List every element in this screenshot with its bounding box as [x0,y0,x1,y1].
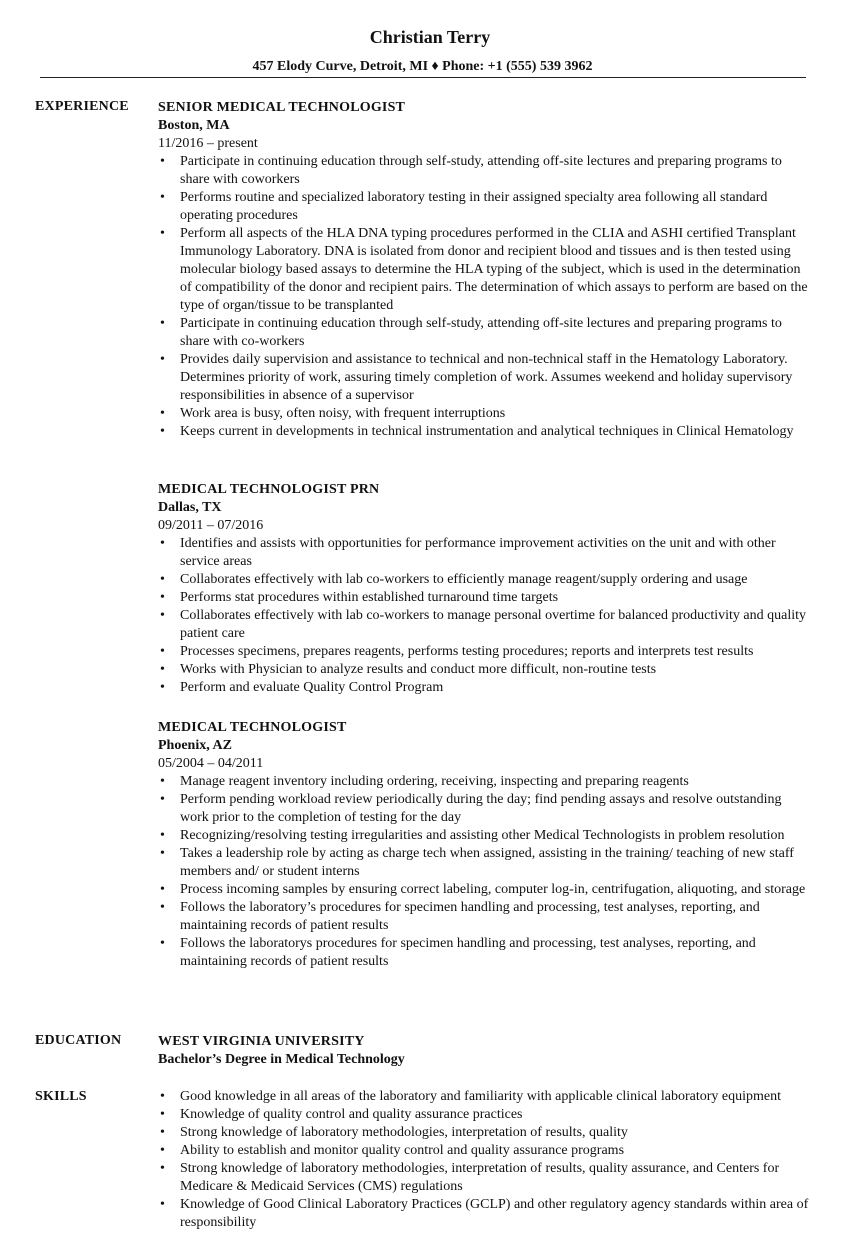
list-item: • Ability to establish and monitor quality control and quality assurance programs [158,1142,810,1160]
education-heading: EDUCATION [35,1033,122,1048]
education-entry [158,1033,810,1069]
list-item: • Keeps current in developments in technical instrumentation and analytical techniques in Clinical Hematology [158,423,810,441]
list-item: • Strong knowledge of laboratory methodologies, interpretation of results, quality assurance, and Centers for Medicare & Medicaid Services (CMS) regulations [158,1160,810,1196]
job-entry [158,719,810,971]
list-item: • Manage reagent inventory including ordering, receiving, inspecting and preparing reagents [158,773,810,791]
list-item: • Follows the laboratory’s procedures for specimen handling and processing, test analyses, reporting, and maintaining records of patient results [158,899,810,935]
list-item: • Perform and evaluate Quality Control Program [158,679,810,697]
job-dates: 05/2004 – 04/2011 [158,756,264,771]
job-location: Boston, MA [158,118,230,133]
list-item: • Perform all aspects of the HLA DNA typing procedures performed in the CLIA and ASHI certified Transplant Immunology Laboratory. DNA is isolated from donor and recipient blood and tissues and is then tested using molecular biology based assays to determine the HLA typing of the subject, which is used in the determination of compatibility of the donor and recipient pairs. The determination of which assays to perform are based on the type of organ/tissue to be transplanted [158,225,810,315]
header-divider [40,77,806,78]
job-bullets [158,153,810,441]
skills-heading: SKILLS [35,1089,87,1104]
job-bullets [158,535,810,697]
list-item: • Collaborates effectively with lab co-workers to efficiently manage reagent/supply ordering and usage [158,571,810,589]
list-item: • Provides daily supervision and assistance to technical and non-technical staff in the Hematology Laboratory. Determines priority of work, assuring timely completion of work. Assumes weekend and holiday supervisory responsibilities in absence of a supervisor [158,351,810,405]
list-item: • Participate in continuing education through self-study, attending off-site lectures and preparing programs to share with coworkers [158,153,810,189]
list-item: • Knowledge of Good Clinical Laboratory Practices (GCLP) and other regulatory agency standards within area of responsibility [158,1196,810,1232]
skills-list [158,1088,810,1232]
list-item: • Knowledge of quality control and quality assurance practices [158,1106,810,1124]
list-item: • Processes specimens, prepares reagents, performs testing procedures; reports and interprets test results [158,643,810,661]
job-entry [158,481,810,697]
list-item: • Follows the laboratorys procedures for specimen handling and processing, test analyses, reporting, and maintaining records of patient results [158,935,810,971]
list-item: • Works with Physician to analyze results and conduct more difficult, non-routine tests [158,661,810,679]
list-item: • Performs routine and specialized laboratory testing in their assigned specialty area following all standard operating procedures [158,189,810,225]
list-item: • Recognizing/resolving testing irregularities and assisting other Medical Technologists in problem resolution [158,827,810,845]
job-location: Dallas, TX [158,500,222,515]
list-item: • Process incoming samples by ensuring correct labeling, computer log-in, centrifugation, aliquoting, and storage [158,881,810,899]
list-item: • Good knowledge in all areas of the laboratory and familiarity with applicable clinical laboratory equipment [158,1088,810,1106]
job-dates: 11/2016 – present [158,136,258,151]
contact-line: 457 Elody Curve, Detroit, MI ♦ Phone: +1 (555) 539 3962 [252,59,593,74]
list-item: • Strong knowledge of laboratory methodologies, interpretation of results, quality [158,1124,810,1142]
list-item: • Work area is busy, often noisy, with frequent interruptions [158,405,810,423]
list-item: • Identifies and assists with opportunities for performance improvement activities on the unit and with other service areas [158,535,810,571]
job-title: SENIOR MEDICAL TECHNOLOGIST [158,100,406,115]
degree: Bachelor’s Degree in Medical Technology [158,1052,405,1067]
experience-heading: EXPERIENCE [35,99,129,114]
job-title: MEDICAL TECHNOLOGIST [158,720,347,735]
job-dates: 09/2011 – 07/2016 [158,518,264,533]
list-item: • Performs stat procedures within established turnaround time targets [158,589,810,607]
job-entry [158,99,810,441]
job-location: Phoenix, AZ [158,738,232,753]
skills-bullets [158,1088,810,1232]
job-bullets [158,773,810,971]
school-name: WEST VIRGINIA UNIVERSITY [158,1034,365,1049]
candidate-name: Christian Terry [369,27,491,47]
list-item: • Collaborates effectively with lab co-workers to manage personal overtime for balanced productivity and quality patient care [158,607,810,643]
list-item: • Perform pending workload review periodically during the day; find pending assays and resolve outstanding work prior to the completion of testing for the day [158,791,810,827]
list-item: • Takes a leadership role by acting as charge tech when assigned, assisting in the training/ teaching of new staff members and/ or student interns [158,845,810,881]
list-item: • Participate in continuing education through self-study, attending off-site lectures and preparing programs to share with co-workers [158,315,810,351]
job-title: MEDICAL TECHNOLOGIST PRN [158,482,380,497]
